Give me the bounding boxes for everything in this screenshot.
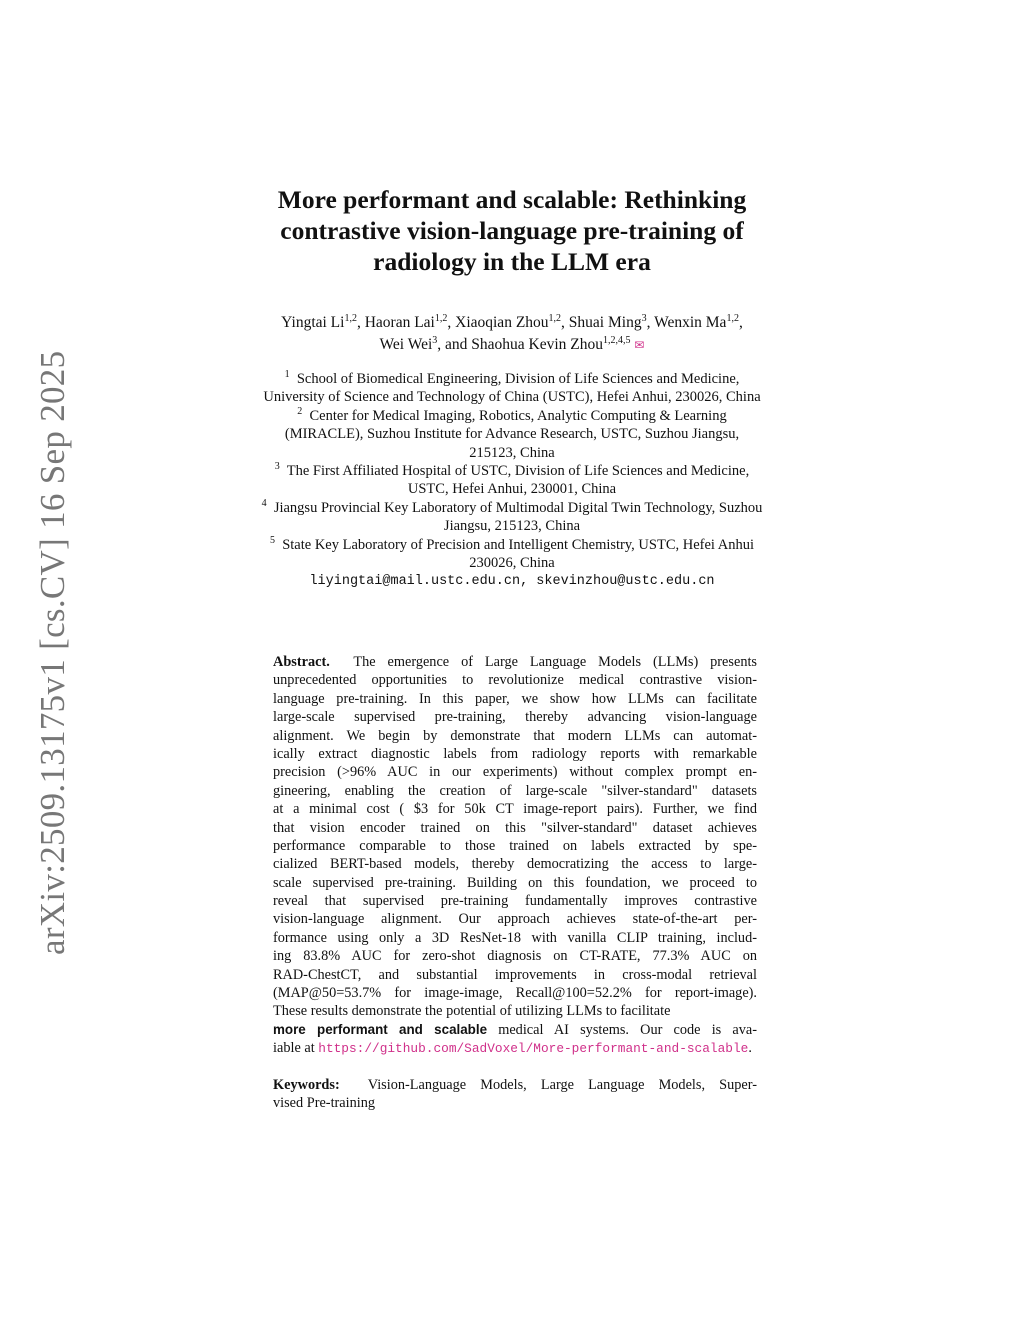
- affiliation-marker: 4: [261, 498, 267, 510]
- author-separator: ,: [437, 336, 446, 353]
- abstract-line: performance comparable to those trained on labels extracted by spe-: [273, 837, 757, 854]
- author-emails[interactable]: liyingtai@mail.ustc.edu.cn, skevinzhou@ustc.edu.cn: [309, 574, 715, 589]
- author-affiliation-marker: 1,2,4,5: [603, 334, 631, 346]
- abstract-line: [273, 653, 757, 671]
- affiliation-line: [180, 536, 844, 554]
- author-separator: ,: [561, 314, 569, 331]
- abstract-line: cialized BERT-based models, thereby democratizing the access to large-: [273, 856, 757, 873]
- author-name: Wenxin Ma: [654, 314, 727, 331]
- author-name: Wei Wei: [379, 336, 433, 353]
- affiliation-marker: 5: [269, 534, 275, 546]
- author-separator: ,: [646, 314, 655, 331]
- abstract-line: large-scale supervised pre-training, thereby advancing vision-language: [273, 709, 757, 726]
- abstract-line: [273, 1021, 757, 1039]
- author-separator: ,: [447, 314, 456, 331]
- affiliation-line: [180, 407, 844, 425]
- abstract-line: unprecedented opportunities to revolutionize medical contrastive vision-: [273, 672, 757, 689]
- abstract-text: The emergence of Large Language Models (LLMs) presents: [353, 654, 758, 670]
- keywords-label: Keywords:: [273, 1077, 340, 1093]
- affiliation-line: Jiangsu, 215123, China: [443, 518, 581, 535]
- abstract-line: ically extract diagnostic labels from radiology reports with remarkable: [273, 745, 757, 762]
- author-separator: ,: [738, 314, 743, 331]
- affiliation-marker: 1: [284, 369, 290, 381]
- author-name: and Shaohua Kevin Zhou: [445, 336, 604, 353]
- abstract-line: at a minimal cost ( $3 for 50k CT image-report pairs). Further, we find: [273, 801, 757, 818]
- author-name: Shuai Ming: [568, 314, 642, 331]
- affiliation-line: [180, 370, 844, 388]
- affiliation-text: State Key Laboratory of Precision and Intelligent Chemistry, USTC, Hefei Anhui: [282, 536, 755, 553]
- abstract-text: iable at: [273, 1040, 315, 1057]
- author-list: [180, 312, 844, 356]
- abstract-line: reveal that supervised pre-training fundamentally improves contrastive: [273, 893, 757, 910]
- author-affiliation-marker: 3: [432, 334, 438, 346]
- abstract-text: medical AI systems. Our code is ava-: [498, 1021, 757, 1038]
- author-affiliation-marker: 1,2: [548, 312, 562, 324]
- affiliation-line: University of Science and Technology of China (USTC), Hefei Anhui, 230026, China: [263, 389, 761, 406]
- abstract: [273, 653, 757, 1058]
- affiliation-list: [180, 370, 844, 572]
- affiliation-marker: 3: [274, 461, 280, 473]
- code-repository-link[interactable]: https://github.com/SadVoxel/More-performant-and-scalable: [318, 1041, 749, 1057]
- keywords-line: [273, 1076, 757, 1094]
- abstract-line: alignment. We begin by demonstrate that modern LLMs can automat-: [273, 727, 757, 744]
- abstract-emphasis: more performant and scalable: [273, 1021, 488, 1037]
- affiliation-text: Center for Medical Imaging, Robotics, Analytic Computing & Learning: [309, 407, 727, 424]
- affiliation-line: USTC, Hefei Anhui, 230001, China: [407, 481, 617, 498]
- abstract-line: precision (>96% AUC in our experiments) without complex prompt en-: [273, 764, 757, 781]
- abstract-line: RAD-ChestCT, and substantial improvements in cross-modal retrieval: [273, 966, 757, 983]
- affiliation-line: (MIRACLE), Suzhou Institute for Advance Research, USTC, Suzhou Jiangsu,: [284, 426, 740, 443]
- author-line: [180, 334, 844, 356]
- affiliation-marker: 2: [297, 405, 303, 417]
- keywords-text: Vision-Language Models, Large Language Models, Super-: [367, 1077, 758, 1093]
- author-affiliation-marker: 1,2: [434, 312, 448, 324]
- abstract-line: [273, 1039, 757, 1057]
- abstract-line: vision-language alignment. Our approach achieves state-of-the-art per-: [273, 911, 757, 928]
- abstract-line: (MAP@50=53.7% for image-image, Recall@100=52.2% for report-image).: [273, 985, 757, 1002]
- author-affiliation-marker: 1,2: [344, 312, 357, 324]
- paper-title: [180, 184, 844, 277]
- author-name: Haoran Lai: [364, 314, 435, 331]
- author-name: Xiaoqian Zhou: [455, 314, 549, 331]
- affiliation-text: The First Affiliated Hospital of USTC, Division of Life Sciences and Medicine,: [286, 463, 750, 480]
- abstract-line: that vision encoder trained on this "silver-standard" dataset achieves: [273, 819, 757, 836]
- author-affiliation-marker: 1,2: [726, 312, 739, 324]
- abstract-line: ing 83.8% AUC for zero-shot diagnosis on CT-RATE, 77.3% AUC on: [273, 948, 757, 965]
- author-separator: ,: [356, 314, 365, 331]
- abstract-line: formance using only a 3D ResNet-18 with vanilla CLIP training, includ-: [273, 929, 757, 946]
- abstract-line: gineering, enabling the creation of large-scale "silver-standard" datasets: [273, 782, 757, 799]
- envelope-icon[interactable]: ✉: [634, 338, 645, 352]
- abstract-label: Abstract.: [273, 654, 330, 670]
- abstract-line: These results demonstrate the potential of utilizing LLMs to facilitate: [273, 1003, 671, 1020]
- affiliation-line: [180, 499, 844, 517]
- affiliation-line: 230026, China: [469, 555, 555, 572]
- affiliation-text: Jiangsu Provincial Key Laboratory of Multimodal Digital Twin Technology, Suzhou: [273, 499, 763, 516]
- abstract-line: scale supervised pre-training. Building on this foundation, we proceed to: [273, 874, 757, 891]
- author-name: Yingtai Li: [281, 314, 345, 331]
- title-line: More performant and scalable: Rethinking: [277, 185, 747, 214]
- keywords: [273, 1076, 757, 1113]
- author-affiliation-marker: 3: [641, 312, 647, 324]
- affiliation-line: 215123, China: [469, 444, 555, 461]
- keywords-line: vised Pre-training: [273, 1095, 376, 1112]
- affiliation-text: School of Biomedical Engineering, Division of Life Sciences and Medicine,: [296, 371, 740, 387]
- abstract-text: .: [748, 1040, 752, 1057]
- arxiv-identifier-stamp: arXiv:2509.13175v1 [cs.CV] 16 Sep 2025: [33, 350, 72, 955]
- title-line: contrastive vision-language pre-training of: [280, 216, 744, 245]
- affiliation-line: [180, 462, 844, 480]
- abstract-line: language pre-training. In this paper, we show how LLMs can facilitate: [273, 690, 757, 707]
- title-line: radiology in the LLM era: [373, 247, 651, 276]
- author-line: [180, 312, 844, 334]
